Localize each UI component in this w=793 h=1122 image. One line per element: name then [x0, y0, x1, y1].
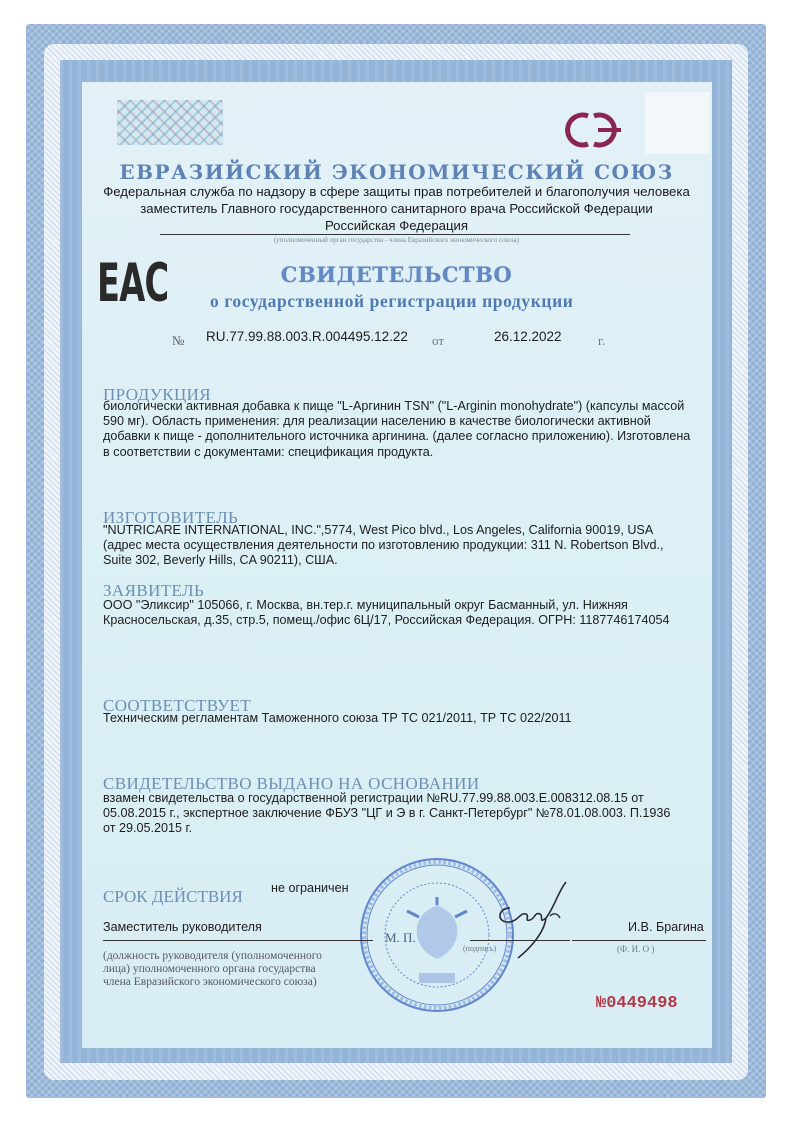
basis-text	[103, 791, 713, 837]
position-caption	[103, 950, 343, 989]
authority-line-3: Российская Федерация	[324, 218, 469, 233]
conforms-heading: СООТВЕТСТВУЕТ	[103, 696, 252, 715]
validity-label: СРОК ДЕЙСТВИЯ	[103, 887, 243, 906]
validity-value: не ограничен	[271, 881, 349, 895]
manufacturer-line: (адрес места осуществления деятельности по изготовлению продукции: 311 N. Robertson Blvd.,	[103, 538, 664, 553]
authority-caption: (уполномоченный орган государства - члена Евразийского экономического союза)	[273, 236, 520, 244]
basis-line: от 29.05.2015 г.	[103, 821, 193, 836]
name-underline	[572, 940, 706, 941]
manufacturer-heading: ИЗГОТОВИТЕЛЬ	[103, 508, 239, 527]
date-suffix: г.	[598, 333, 606, 348]
basis-line: взамен свидетельства о государственной регистрации №RU.77.99.88.003.Е.008312.08.15 от	[103, 791, 644, 805]
basis-heading: СВИДЕТЕЛЬСТВО ВЫДАНО НА ОСНОВАНИИ	[103, 774, 480, 793]
product-line: добавки к пище - дополнительного источника аргинина. (далее согласно приложению). Изготовлена	[103, 429, 691, 444]
handwritten-signature-icon	[488, 878, 578, 960]
conforms-text	[103, 711, 713, 726]
signature-caption: (подпись)	[463, 944, 497, 953]
manufacturer-line: Suite 302, Beverly Hills, CA 90211), США.	[103, 553, 338, 568]
signatory-name: И.В. Брагина	[628, 920, 704, 934]
number-sign: №	[172, 333, 185, 348]
customs-union-ce-logo-icon	[558, 108, 628, 152]
certificate-subtitle: о государственной регистрации продукции	[210, 291, 574, 311]
date-prefix: от	[432, 333, 445, 348]
authority-line-1: Федеральная служба по надзору в сфере защиты прав потребителей и благополучия человека	[103, 184, 690, 199]
product-line: в соответствии с документами: спецификация продукта.	[103, 444, 434, 459]
authority-underline	[160, 234, 630, 235]
position-underline	[103, 940, 373, 941]
position-caption-line: лица) уполномоченного органа государства	[103, 963, 316, 975]
serial-number: №0449498	[596, 994, 678, 1013]
blank-patch	[645, 92, 710, 154]
union-title: ЕВРАЗИЙСКИЙ ЭКОНОМИЧЕСКИЙ СОЮЗ	[119, 160, 674, 184]
certificate-date: 26.12.2022	[494, 329, 562, 344]
position-caption-line: члена Евразийского экономического союза)	[103, 976, 317, 988]
hologram-icon	[117, 100, 223, 145]
manufacturer-line: "NUTRICARE INTERNATIONAL, INC.",5774, West Pico blvd., Los Angeles, California 90019, USA	[103, 523, 654, 537]
signatory-position: Заместитель руководителя	[103, 920, 262, 934]
applicant-line: Красносельская, д.35, стр.5, помещ./офис 6Ц/17, Российская Федерация. ОГРН: 1187746174054	[103, 613, 670, 628]
eac-mark-icon: ЕАС	[97, 252, 169, 315]
product-heading: ПРОДУКЦИЯ	[103, 385, 212, 404]
product-text	[103, 399, 713, 460]
manufacturer-text	[103, 523, 713, 569]
certificate-number: RU.77.99.88.003.R.004495.12.22	[206, 329, 408, 344]
product-line: 590 мг). Область применения: для реализации населению в качестве биологически активной	[103, 414, 651, 429]
conforms-line: Техническим регламентам Таможенного союза ТР ТС 021/2011, ТР ТС 022/2011	[103, 711, 572, 725]
name-caption: (Ф. И. О )	[617, 944, 655, 954]
position-caption-line: (должность руководителя (уполномоченного	[103, 950, 322, 962]
stamp-place-label: М. П.	[385, 930, 416, 945]
product-line: биологически активная добавка к пище "L-Аргинин TSN" ("L-Arginin monohydrate") (капсулы массой	[103, 399, 685, 413]
applicant-line: ООО "Эликсир" 105066, г. Москва, вн.тер.г. муниципальный округ Басманный, ул. Нижняя	[103, 598, 628, 612]
certificate-title: СВИДЕТЕЛЬСТВО	[280, 262, 513, 287]
applicant-heading: ЗАЯВИТЕЛЬ	[103, 581, 205, 600]
basis-line: 05.08.2015 г., экспертное заключение ФБУЗ "ЦГ и Э в г. Санкт-Петербург" №78.01.08.003. П.1936	[103, 806, 671, 821]
authority-line-2: заместитель Главного государственного санитарного врача Российской Федерации	[140, 201, 653, 216]
applicant-text	[103, 598, 713, 628]
